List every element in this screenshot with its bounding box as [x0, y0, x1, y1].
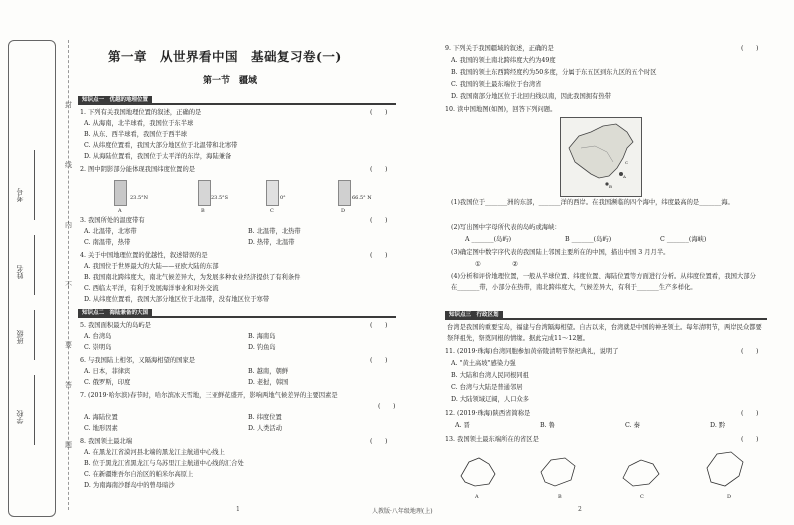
- answer-slot[interactable]: ( ): [378, 403, 396, 410]
- answer-blank[interactable]: ① ②: [475, 261, 518, 268]
- option: C. 崇明岛: [84, 344, 112, 351]
- exam-number-label: 考号: [16, 188, 24, 202]
- seal-mark: 不: [65, 281, 72, 289]
- option: C. 在新疆维吾尔自治区的帕米尔高原上: [84, 471, 194, 478]
- question-8: 8. 我国领土最北端: [80, 438, 133, 445]
- question-2: 2. 图中阴影部分能体现我国纬度位置的是: [80, 166, 196, 173]
- answer-blank[interactable]: B _______(岛屿): [565, 236, 612, 243]
- option-letter: A: [118, 208, 122, 214]
- option: A. 在黑龙江省漠河县北端的黑龙江主航道中心线上: [84, 449, 225, 456]
- question-9: 9. 下列关于我国疆域的叙述，正确的是: [445, 45, 554, 52]
- answer-slot[interactable]: ( ): [741, 410, 759, 417]
- option: B. 鲁: [540, 422, 555, 429]
- option: C. 我国的领土最东端位于台湾省: [451, 81, 542, 88]
- answer-slot[interactable]: ( ): [741, 348, 759, 355]
- option: A. "黄土高坡"感染力强: [451, 360, 516, 367]
- section-title: 第一节 疆域: [203, 76, 258, 86]
- answer-slot[interactable]: ( ): [370, 217, 388, 224]
- latitude-band-figure: [198, 180, 211, 206]
- question-12: 12. (2019·珠海)陕西省简称是: [445, 410, 531, 417]
- svg-text:C: C: [625, 160, 629, 165]
- option: B. 北温带，北热带: [248, 228, 301, 235]
- option: C. 地形因素: [84, 425, 118, 432]
- fill-line: [34, 150, 35, 220]
- option: C. 从纬度位置看，我国大部分地区位于北温带和北寒带: [84, 142, 238, 149]
- class-label: 班级: [16, 330, 24, 344]
- seal-mark: 封: [65, 101, 72, 109]
- option: B. 纬度位置: [248, 414, 282, 421]
- option: C. 台湾与大陆是普通邻居: [451, 384, 523, 391]
- option: A. 台湾岛: [84, 333, 112, 340]
- option: D. 从纬度位置看，我国大部分地区位于北温带，没有地区位于寒带: [84, 296, 270, 303]
- option: C. 俄罗斯，印度: [84, 379, 131, 386]
- option: D. 黔: [710, 422, 726, 429]
- latitude-band-figure: [114, 180, 127, 206]
- question-5: 5. 我国面积最大的岛屿是: [80, 322, 151, 329]
- question-10-part-2: (2)写出图中字母所代表的岛屿或海峡：: [451, 224, 561, 231]
- option-letter: D: [341, 208, 346, 214]
- latitude-band-figure: [266, 180, 279, 206]
- answer-slot[interactable]: ( ): [370, 109, 388, 116]
- option: A. 海陆位置: [84, 414, 118, 421]
- seal-mark: 题: [65, 441, 72, 449]
- question-13: 13. 我国领土最东端所在的省区是: [445, 436, 539, 443]
- answer-blank[interactable]: C _______(海峡): [660, 236, 707, 243]
- option: B. 大陆和台湾人民同根同祖: [451, 372, 529, 379]
- province-outline-figures: [455, 448, 755, 494]
- answer-slot[interactable]: ( ): [370, 166, 388, 173]
- latitude-label: 66.5° N: [352, 195, 372, 201]
- seal-mark: 内: [65, 221, 72, 229]
- divider: [78, 103, 396, 105]
- answer-slot[interactable]: ( ): [741, 45, 759, 52]
- fill-line: [34, 235, 35, 295]
- latitude-band-figure: [338, 180, 351, 206]
- knowledge-point-header: 知识点一 优越的地理位置: [78, 96, 152, 104]
- option-letter: C: [270, 208, 274, 214]
- option: C. 西临太平洋，有利于发展海洋事业和对外交流: [84, 285, 219, 292]
- option: A. 我国的领土南北跨纬度大约为49度: [451, 57, 556, 64]
- province-outline-d: [707, 452, 743, 486]
- footer-brand: 人教版·八年级地理(上): [372, 508, 433, 515]
- question-3: 3. 我国所处的温度带有: [80, 217, 145, 224]
- option-letter: C: [640, 494, 644, 500]
- answer-slot[interactable]: ( ): [370, 357, 388, 364]
- divider: [445, 318, 767, 320]
- svg-text:B: B: [609, 184, 612, 189]
- page-number-left: 1: [236, 506, 240, 513]
- latitude-label: 0°: [280, 195, 286, 201]
- province-outline-c: [623, 460, 659, 486]
- divider: [78, 316, 396, 318]
- option: A. 我国位于世界最大的大陆——亚欧大陆的东部: [84, 263, 219, 270]
- seal-mark: 要: [65, 341, 72, 349]
- option: B. 我国南北跨纬度大，南北气候差异大，为发展多种农业经济提供了有利条件: [84, 274, 301, 281]
- svg-text:A: A: [623, 174, 626, 179]
- province-outline-b: [541, 458, 575, 486]
- reading-passage: 台湾是我国的重要宝岛，福建与台湾隔海相望。自古以来，台湾就是中国的神圣领土。每年清明节，两岸民众都要祭拜祖先，祭奠同根的情缘。据此完成11～12题。: [447, 324, 762, 342]
- knowledge-point-header: 知识点三 行政区划: [445, 311, 503, 319]
- question-1: 1. 下列有关我国地理位置的叙述，正确的是: [80, 109, 202, 116]
- option-letter: D: [727, 494, 732, 500]
- question-10-part-1: (1)我国位于_______洲的东部，_______洋的西岸。在我国濒临的四个海中，纬度最高的是_______海。: [451, 199, 734, 206]
- option: A. 从海南，北半球看，我国位于东半球: [84, 120, 194, 127]
- option: D. 从海陆位置看，我国位于太平洋的东岸，海陆兼备: [84, 153, 232, 160]
- option: A. 北温带，北寒带: [84, 228, 137, 235]
- question-7: 7. (2019·哈尔滨)春节时，哈尔滨冰天雪地，三亚鲜花盛开，影响两地气候差异的主要因素是: [80, 392, 338, 399]
- question-4: 4. 关于中国地理位置的优越性，叙述错误的是: [80, 252, 208, 259]
- answer-slot[interactable]: ( ): [370, 252, 388, 259]
- page-title: 第一章 从世界看中国 基础复习卷(一): [108, 49, 342, 64]
- answer-slot[interactable]: ( ): [741, 436, 759, 443]
- option: B. 位于黑龙江省黑龙江与乌苏里江主航道中心线的汇合处: [84, 460, 244, 467]
- option: C. 南温带，热带: [84, 239, 131, 246]
- option-letter: A: [475, 494, 479, 500]
- answer-slot[interactable]: ( ): [370, 438, 388, 445]
- option: D. 大陆领域辽阔，人口众多: [451, 396, 530, 403]
- seal-mark: 线: [65, 161, 72, 169]
- option: D. 我国南部分地区位于北回归线以南，因此我国拥有热带: [451, 93, 611, 100]
- option: A. 晋: [455, 422, 470, 429]
- name-label: 姓名: [16, 265, 24, 279]
- option: B. 海南岛: [248, 333, 276, 340]
- option-letter: B: [558, 494, 562, 500]
- knowledge-point-header: 知识点二 海陆兼备的大国: [78, 309, 152, 317]
- latitude-label: 23.5°N: [130, 195, 149, 201]
- fill-line: [34, 375, 35, 445]
- latitude-label: 23.5°S: [211, 195, 229, 201]
- page-number-right: 2: [578, 506, 582, 513]
- seal-mark: 答: [65, 381, 72, 389]
- answer-slot[interactable]: ( ): [370, 322, 388, 329]
- option: B. 我国的领土东西跨经度约为50多度，分属于东五区到东九区的五个时区: [451, 69, 657, 76]
- option: D. 热带，北温带: [248, 239, 295, 246]
- question-10: 10. 读中国地图(如图)，回答下列问题。: [445, 106, 557, 113]
- option: C. 秦: [625, 422, 640, 429]
- option-letter: B: [201, 208, 205, 214]
- option: B. 从东、西半球看，我国位于西半球: [84, 131, 188, 138]
- china-map-figure: [560, 117, 642, 197]
- fill-line: [34, 310, 35, 360]
- question-10-part-4: (4)分析和评价地理位置，一般从半球位置、纬度位置、海陆位置等方面进行分析。从纬度位置看，我国大部分在_______带，小部分在热带，南北跨纬度大，气候差异大，有利于_______生产多样化。: [451, 273, 756, 291]
- question-6: 6. 与我国陆上相邻，又隔海相望的国家是: [80, 357, 196, 364]
- question-11: 11. (2019·珠海)台湾同胞参加黄帝陵清明节祭祀典礼，说明了: [445, 348, 619, 355]
- question-10-part-3: (3)确定图中数字序代表的我国陆上邻国主要所在的中国，描出中国 3 月月半。: [451, 249, 670, 256]
- option: D. 钓鱼岛: [248, 344, 276, 351]
- option: A. 日本，菲律宾: [84, 368, 131, 375]
- option: B. 越南，朝鲜: [248, 368, 289, 375]
- school-label: 学校: [16, 410, 24, 424]
- province-outline-a: [461, 458, 495, 486]
- answer-blank[interactable]: A _______(岛屿): [465, 236, 512, 243]
- china-map-icon: [561, 118, 641, 196]
- option: D. 老挝，韩国: [248, 379, 289, 386]
- option: D. 人类活动: [248, 425, 283, 432]
- option: D. 为南海南沙群岛中的曾母暗沙: [84, 482, 175, 489]
